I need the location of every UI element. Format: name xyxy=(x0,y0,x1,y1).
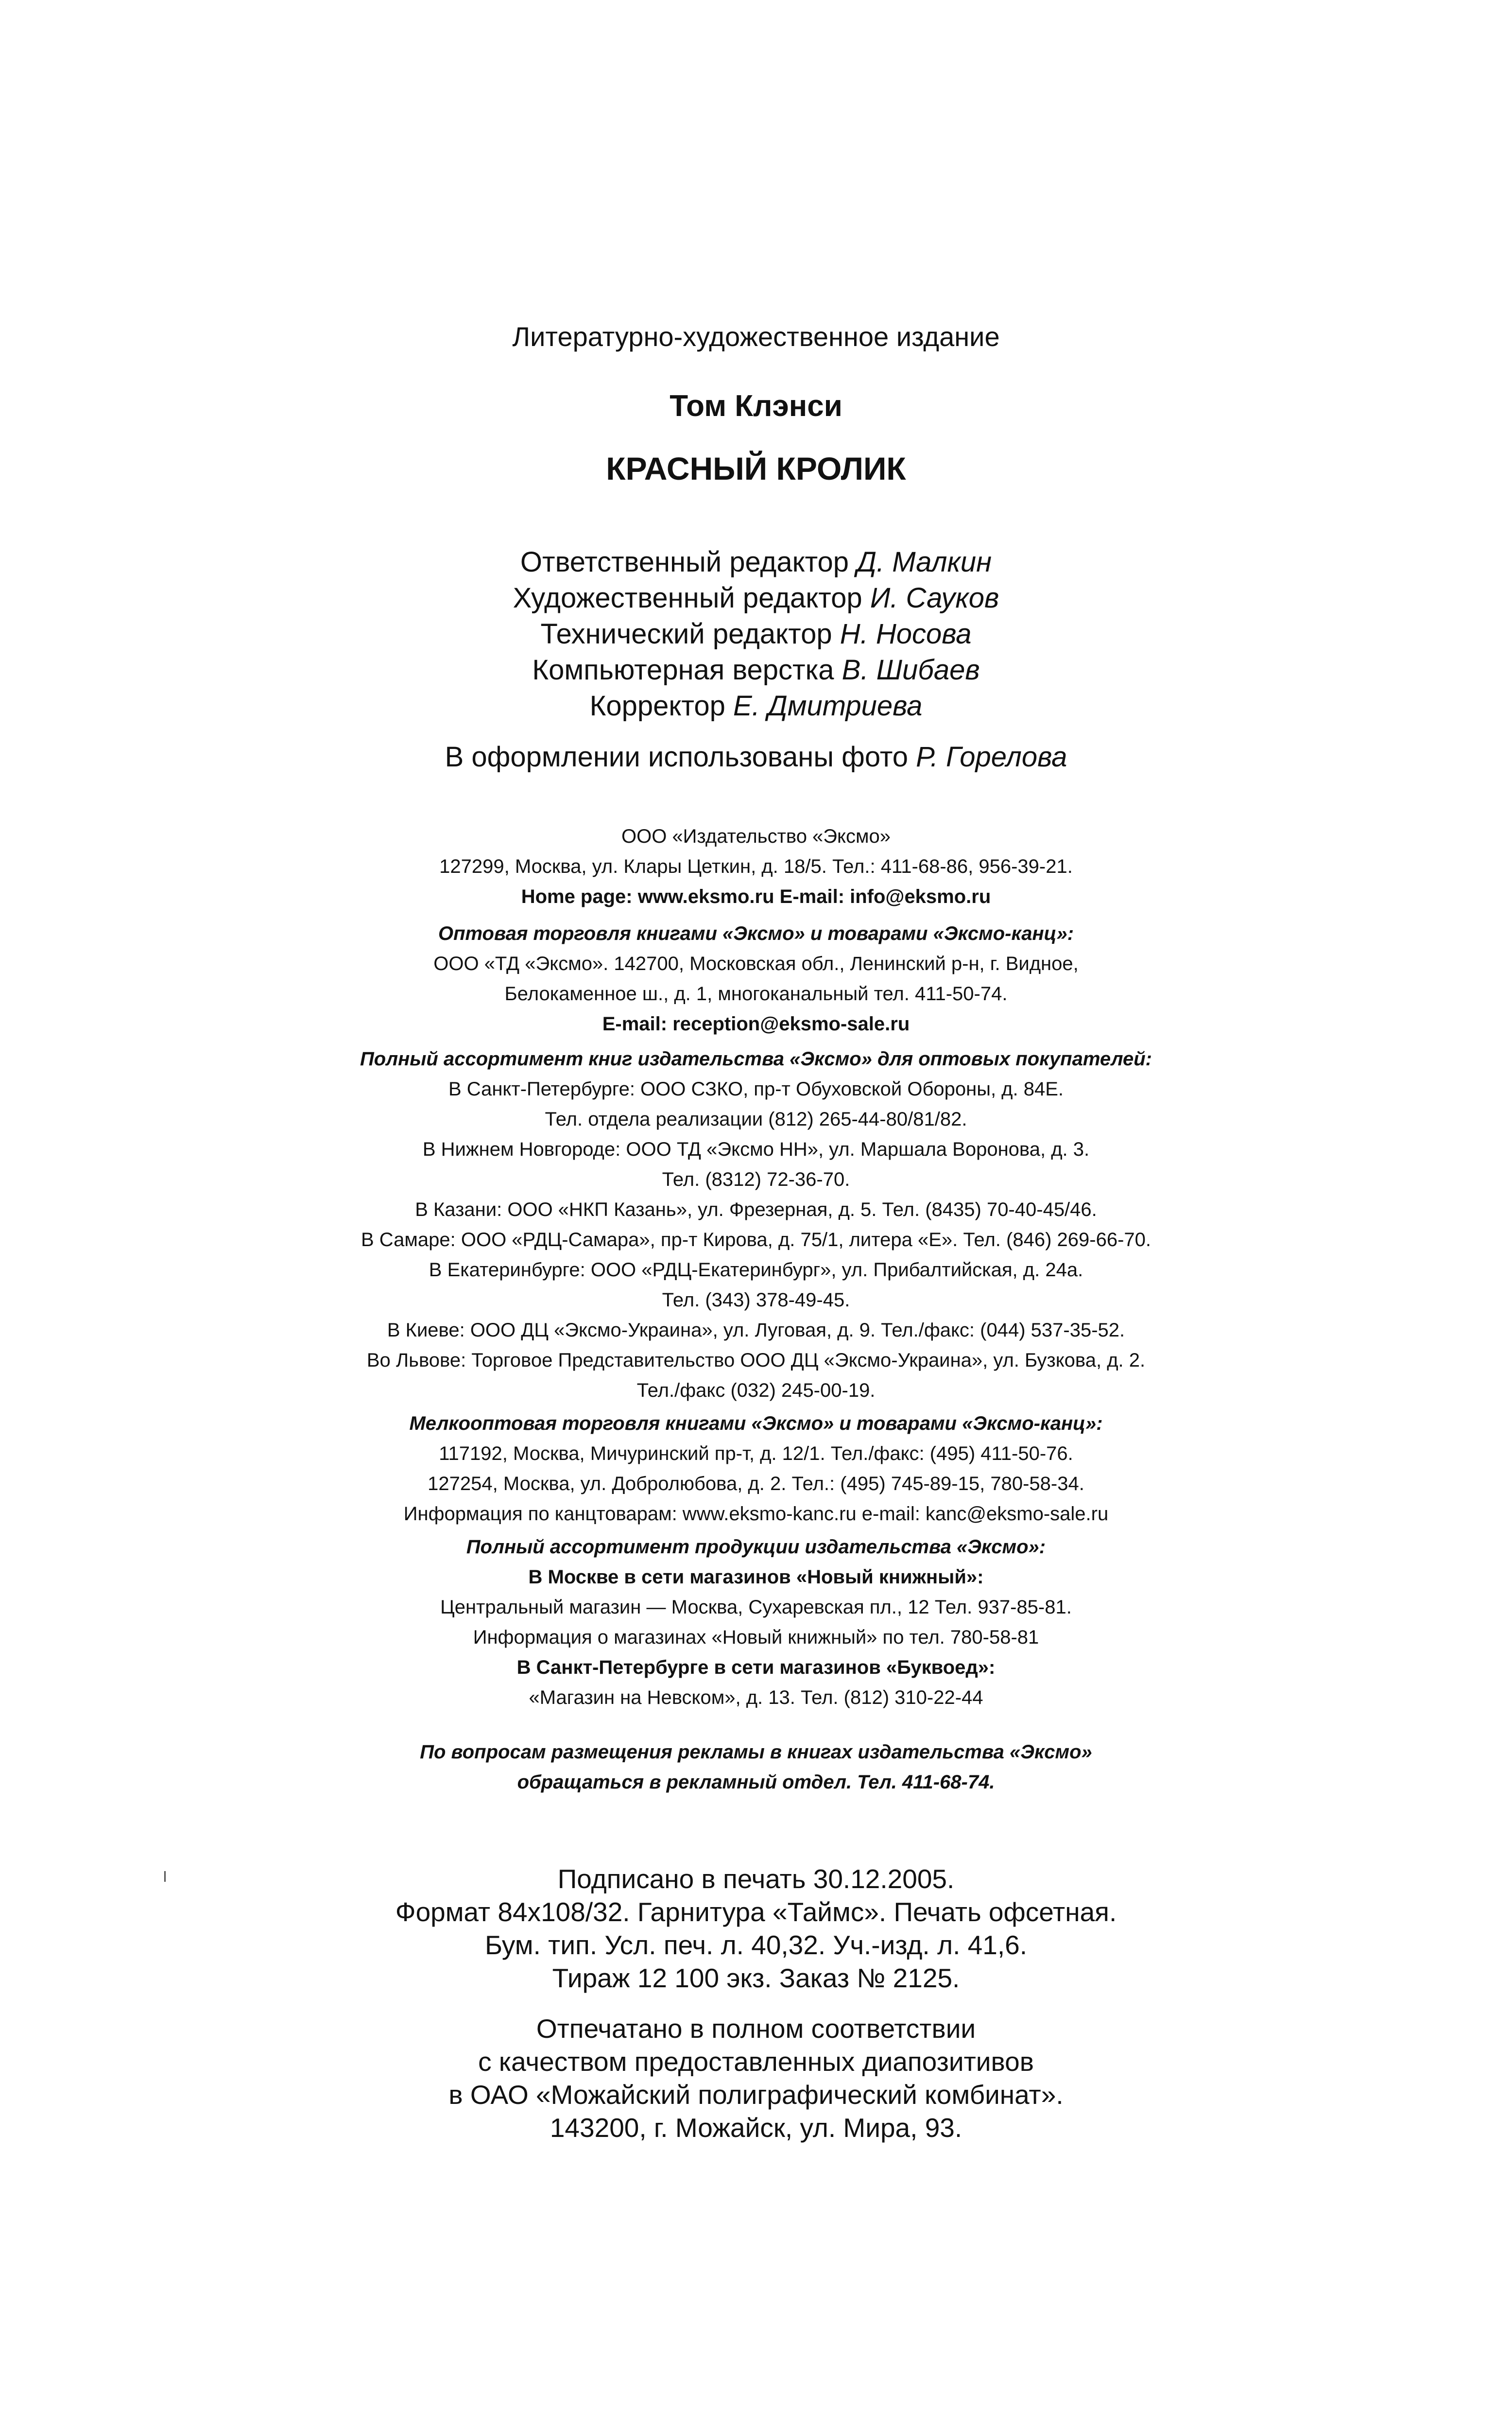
publisher-info xyxy=(0,821,1512,1797)
printing-line: с качеством предоставленных диапозитивов xyxy=(478,2047,1034,2077)
assortment-line: Во Львове: Торговое Представительство ООО ДЦ «Эксмо-Украина», ул. Бузкова, д. 2. xyxy=(366,1350,1146,1371)
small-wholesale-heading: Мелкооптовая торговля книгами «Эксмо» и товарами «Эксмо-канц»: xyxy=(409,1413,1103,1434)
wholesale-email: E-mail: reception@eksmo-sale.ru xyxy=(602,1013,910,1035)
assortment-line: В Санкт-Петербурге: ООО СЗКО, пр-т Обуховской Обороны, д. 84Е. xyxy=(448,1078,1064,1100)
retail-moscow-line: Центральный магазин — Москва, Сухаревская пл., 12 Тел. 937-85-81. xyxy=(440,1597,1072,1618)
small-wholesale-line: 127254, Москва, ул. Добролюбова, д. 2. Тел.: (495) 745-89-15, 780-58-34. xyxy=(428,1473,1084,1494)
staff-line: Технический редактор Н. Носова xyxy=(540,618,972,650)
assortment-heading: Полный ассортимент книг издательства «Эксмо» для оптовых покупателей: xyxy=(360,1048,1152,1070)
advertising-line: обращаться в рекламный отдел. Тел. 411-68-74. xyxy=(517,1771,995,1793)
wholesale-line: ООО «ТД «Эксмо». 142700, Московская обл., Ленинский р-н, г. Видное, xyxy=(433,953,1079,974)
retail-spb-heading: В Санкт-Петербурге в сети магазинов «Буквоед»: xyxy=(516,1657,996,1678)
printing-line: в ОАО «Можайский полиграфический комбинат». xyxy=(448,2080,1064,2110)
staff-line: Художественный редактор И. Сауков xyxy=(513,582,999,614)
printing-line: Отпечатано в полном соответствии xyxy=(536,2013,976,2044)
advertising-line: По вопросам размещения рекламы в книгах издательства «Эксмо» xyxy=(420,1741,1092,1763)
small-wholesale-line: Информация по канцтоварам: www.eksmo-kanc.ru e-mail: kanc@eksmo-sale.ru xyxy=(403,1503,1109,1525)
assortment-line: Тел./факс (032) 245-00-19. xyxy=(636,1380,876,1401)
assortment-line: В Екатеринбурге: ООО «РДЦ-Екатеринбург», ул. Прибалтийская, д. 24а. xyxy=(429,1259,1083,1281)
imprint-line: Тираж 12 100 экз. Заказ № 2125. xyxy=(552,1963,960,1993)
printing-block xyxy=(0,2012,1512,2144)
publisher-web: Home page: www.eksmo.ru E-mail: info@eksmo.ru xyxy=(521,886,991,907)
imprint-line: Бум. тип. Усл. печ. л. 40,32. Уч.-изд. л. 41,6. xyxy=(485,1930,1027,1960)
assortment-line: В Киеве: ООО ДЦ «Эксмо-Украина», ул. Луговая, д. 9. Тел./факс: (044) 537-35-52. xyxy=(387,1319,1125,1341)
assortment-line: Тел. (343) 378-49-45. xyxy=(662,1289,850,1311)
photo-credit: В оформлении использованы фото Р. Горелова xyxy=(445,741,1067,773)
retail-spb-line: «Магазин на Невском», д. 13. Тел. (812) 310-22-44 xyxy=(529,1687,983,1708)
assortment-line: В Казани: ООО «НКП Казань», ул. Фрезерная, д. 5. Тел. (8435) 70-40-45/46. xyxy=(415,1199,1097,1220)
assortment-line: В Нижнем Новгороде: ООО ТД «Эксмо НН», ул. Маршала Воронова, д. 3. xyxy=(422,1139,1090,1160)
retail-moscow-line: Информация о магазинах «Новый книжный» по тел. 780-58-81 xyxy=(473,1627,1039,1648)
wholesale-heading: Оптовая торговля книгами «Эксмо» и товарами «Эксмо-канц»: xyxy=(438,923,1074,944)
staff-line: Ответственный редактор Д. Малкин xyxy=(520,546,992,578)
retail-heading: Полный ассортимент продукции издательства «Эксмо»: xyxy=(466,1536,1046,1558)
publisher-name: ООО «Издательство «Эксмо» xyxy=(621,826,891,847)
imprint-block xyxy=(0,1862,1512,1995)
wholesale-line: Белокаменное ш., д. 1, многоканальный тел. 411-50-74. xyxy=(504,983,1008,1005)
assortment-line: Тел. (8312) 72-36-70. xyxy=(662,1169,850,1190)
imprint-line: Подписано в печать 30.12.2005. xyxy=(557,1864,955,1894)
imprint-line: Формат 84x108/32. Гарнитура «Таймс». Печать офсетная. xyxy=(395,1897,1117,1927)
staff-line: Корректор Е. Дмитриева xyxy=(589,690,923,722)
printing-line: 143200, г. Можайск, ул. Мира, 93. xyxy=(550,2113,962,2143)
publisher-address: 127299, Москва, ул. Клары Цеткин, д. 18/5. Тел.: 411-68-86, 956-39-21. xyxy=(439,856,1073,877)
staff-list xyxy=(0,544,1512,724)
retail-moscow-heading: В Москве в сети магазинов «Новый книжный»: xyxy=(528,1566,984,1588)
assortment-line: В Самаре: ООО «РДЦ-Самара», пр-т Кирова, д. 75/1, литера «Е». Тел. (846) 269-66-70. xyxy=(361,1229,1151,1250)
small-wholesale-line: 117192, Москва, Мичуринский пр-т, д. 12/1. Тел./факс: (495) 411-50-76. xyxy=(439,1443,1073,1464)
genre-line: Литературно-художественное издание xyxy=(512,321,1000,352)
book-title: КРАСНЫЙ КРОЛИК xyxy=(606,451,906,486)
assortment-line: Тел. отдела реализации (812) 265-44-80/81/82. xyxy=(545,1109,967,1130)
staff-line: Компьютерная верстка В. Шибаев xyxy=(532,654,980,686)
author: Том Клэнси xyxy=(670,389,842,423)
